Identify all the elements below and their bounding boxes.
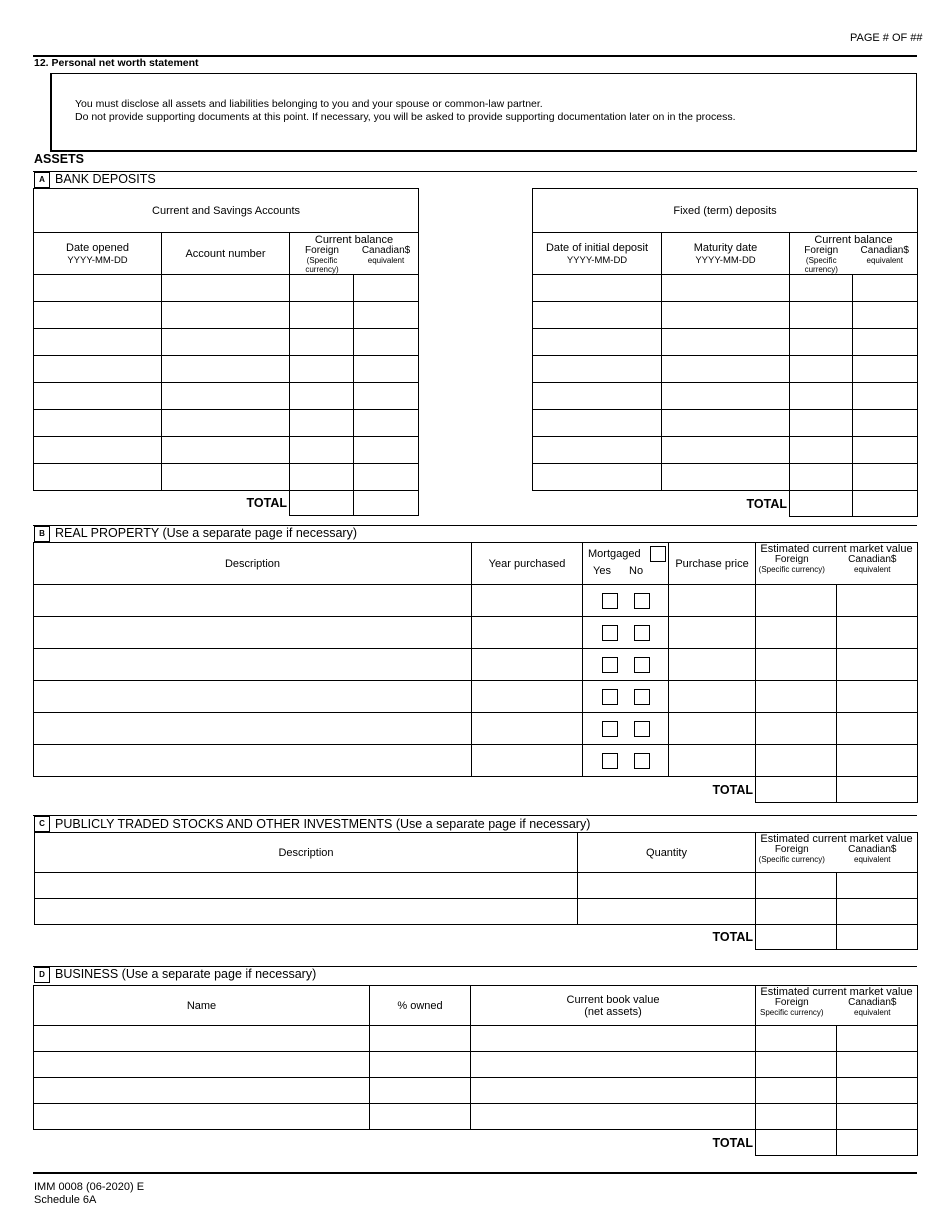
mortgaged-yes-checkbox[interactable] [602,689,618,705]
assets-heading: ASSETS [34,152,85,166]
foreign-cell[interactable] [290,437,354,464]
section-c-letter: C [34,816,50,832]
maturity-date-cell[interactable] [662,437,790,464]
col-current-balance [790,233,918,275]
foreign-cell[interactable] [790,275,853,302]
table-row [34,302,419,329]
cad-cell[interactable] [837,1078,918,1104]
col-foreign [756,555,828,574]
maturity-date-cell[interactable] [662,356,790,383]
current-savings-rows [34,275,419,516]
foreign-cell[interactable] [756,649,837,681]
col-market-value-label: Estimated current market value [760,833,913,845]
cad-cell[interactable] [837,745,918,777]
table-row [34,356,419,383]
table-row [35,899,918,925]
cad-cell[interactable] [354,437,419,464]
cad-cell[interactable] [853,329,918,356]
col-maturity-date [662,233,790,275]
total-foreign-cell[interactable] [756,1130,837,1156]
total-row [34,777,918,803]
total-label [34,1130,756,1156]
col-description: Description [35,833,578,873]
table-row [34,437,419,464]
section-a-title: BANK DEPOSITS [55,172,156,186]
name-cell[interactable] [34,1026,370,1052]
col-book-value [471,986,756,1026]
date-opened-cell[interactable] [34,302,162,329]
date-opened-cell[interactable] [34,383,162,410]
col-mortgaged-label: Mortgaged [588,548,641,560]
col-cad-label: Canadian$ [848,997,897,1008]
section-d-title: BUSINESS (Use a separate page if necessary) [55,967,317,981]
total-label [533,491,790,517]
table-row [34,410,419,437]
purchase-price-cell[interactable] [669,617,756,649]
table-row [533,329,918,356]
name-cell[interactable] [34,1104,370,1130]
table-row [34,681,918,713]
business-table [33,985,918,1156]
account-number-cell[interactable] [162,437,290,464]
col-cad [853,246,917,274]
col-book-value-sub: (net assets) [584,1005,642,1018]
section-a-rule [33,171,917,172]
real-property-table [33,542,918,803]
schedule-label: Schedule 6A [34,1194,97,1206]
table-row [34,464,419,491]
total-row [35,925,918,950]
total-row [34,1130,918,1156]
cad-cell[interactable] [853,356,918,383]
cad-cell[interactable] [853,437,918,464]
col-account-number: Account number [162,233,290,275]
maturity-date-cell[interactable] [662,329,790,356]
total-foreign-cell[interactable] [790,491,853,517]
total-label [35,925,756,950]
table-row [35,873,918,899]
form-id: IMM 0008 (06-2020) E [34,1181,145,1193]
col-percent-owned: % owned [370,986,471,1026]
col-foreign [290,246,354,274]
table-row [34,275,419,302]
maturity-date-cell[interactable] [662,275,790,302]
section-title: 12. Personal net worth statement [34,57,199,69]
total-label-text: TOTAL [246,496,287,511]
cad-cell[interactable] [354,464,419,491]
table-row [533,275,918,302]
mortgaged-no-checkbox[interactable] [634,625,650,641]
description-cell[interactable] [34,617,472,649]
maturity-date-cell[interactable] [662,302,790,329]
account-number-cell[interactable] [162,356,290,383]
col-foreign-label: Foreign [305,245,339,256]
foreign-cell[interactable] [756,745,837,777]
cad-cell[interactable] [354,383,419,410]
stocks-rows [35,873,918,950]
percent-owned-cell[interactable] [370,1104,471,1130]
maturity-date-cell[interactable] [662,383,790,410]
col-initial-deposit-label: Date of initial deposit [545,241,649,254]
cad-cell[interactable] [837,1026,918,1052]
foreign-cell[interactable] [756,713,837,745]
purchase-price-cell[interactable] [669,681,756,713]
total-cad-cell[interactable] [837,777,918,803]
total-label [34,777,756,803]
notice-box [50,73,917,152]
initial-deposit-cell[interactable] [533,329,662,356]
mortgaged-cell [583,681,669,713]
foreign-cell[interactable] [290,383,354,410]
foreign-cell[interactable] [790,464,853,491]
cad-cell[interactable] [837,873,918,899]
foreign-cell[interactable] [290,275,354,302]
col-foreign [756,998,828,1017]
table-row [34,383,419,410]
col-cad-label: Canadian$ [848,844,897,855]
col-market-value [756,833,918,873]
description-cell[interactable] [34,585,472,617]
initial-deposit-cell[interactable] [533,437,662,464]
purchase-price-cell[interactable] [669,649,756,681]
cad-cell[interactable] [354,329,419,356]
current-savings-heading: Current and Savings Accounts [34,189,419,233]
cad-cell[interactable] [837,899,918,925]
section-c-title: PUBLICLY TRADED STOCKS AND OTHER INVESTMENTS (Use a separate page if necessary) [55,817,591,831]
col-foreign-sub: Specific currency) [759,1008,824,1017]
col-date-opened-label: Date opened [66,241,129,254]
mortgaged-yes-checkbox[interactable] [602,657,618,673]
total-label-text: TOTAL [712,782,753,797]
col-cad-label: Canadian$ [361,245,411,256]
table-row [533,356,918,383]
col-foreign-label: Foreign [774,844,809,855]
foreign-cell[interactable] [290,302,354,329]
account-number-cell[interactable] [162,383,290,410]
col-description: Description [34,543,472,585]
year-purchased-cell[interactable] [472,617,583,649]
description-cell[interactable] [34,681,472,713]
col-foreign [790,246,853,274]
table-row [34,329,419,356]
initial-deposit-cell[interactable] [533,302,662,329]
total-foreign-cell[interactable] [756,777,837,803]
foreign-cell[interactable] [756,1078,837,1104]
foreign-cell[interactable] [756,585,837,617]
percent-owned-cell[interactable] [370,1078,471,1104]
foreign-cell[interactable] [790,329,853,356]
account-number-cell[interactable] [162,275,290,302]
cad-cell[interactable] [837,681,918,713]
foreign-cell[interactable] [290,356,354,383]
foreign-cell[interactable] [290,464,354,491]
table-row [533,302,918,329]
col-foreign-sub: (Specific currency) [804,256,838,274]
mortgaged-no-checkbox[interactable] [634,657,650,673]
col-year-purchased: Year purchased [472,543,583,585]
col-purchase-price: Purchase price [669,543,756,585]
col-market-value-label: Estimated current market value [760,986,913,998]
table-row [34,1052,918,1078]
col-cad [828,845,917,864]
account-number-cell[interactable] [162,464,290,491]
col-mortgaged [583,543,669,585]
col-no-label: No [629,565,644,577]
cad-cell[interactable] [837,1104,918,1130]
initial-deposit-cell[interactable] [533,464,662,491]
cad-cell[interactable] [354,410,419,437]
col-current-balance-label: Current balance [814,234,893,246]
col-foreign-sub: (Specific currency) [305,256,339,274]
col-cad [828,998,917,1017]
col-name: Name [34,986,370,1026]
cad-cell[interactable] [837,617,918,649]
total-foreign-cell[interactable] [290,491,354,516]
year-purchased-cell[interactable] [472,713,583,745]
mortgaged-header-checkbox[interactable] [650,546,666,562]
description-cell[interactable] [34,713,472,745]
quantity-cell[interactable] [578,873,756,899]
table-row [34,713,918,745]
description-cell[interactable] [34,745,472,777]
mortgaged-yes-checkbox[interactable] [602,721,618,737]
account-number-cell[interactable] [162,410,290,437]
cad-cell[interactable] [853,383,918,410]
percent-owned-cell[interactable] [370,1052,471,1078]
section-c-rule [33,815,917,816]
col-date-opened [34,233,162,275]
name-cell[interactable] [34,1078,370,1104]
account-number-cell[interactable] [162,302,290,329]
date-opened-cell[interactable] [34,464,162,491]
total-row [533,491,918,517]
initial-deposit-cell[interactable] [533,410,662,437]
book-value-cell[interactable] [471,1078,756,1104]
initial-deposit-cell[interactable] [533,356,662,383]
page-number-label: PAGE # OF ## [850,32,923,44]
total-cad-cell[interactable] [837,925,918,950]
foreign-cell[interactable] [290,329,354,356]
col-cad-label: Canadian$ [848,554,897,565]
cad-cell[interactable] [853,302,918,329]
mortgaged-cell [583,713,669,745]
col-date-opened-format: YYYY-MM-DD [67,254,128,266]
date-opened-cell[interactable] [34,329,162,356]
section-a-letter: A [34,172,50,188]
foreign-cell[interactable] [790,302,853,329]
col-initial-deposit-format: YYYY-MM-DD [566,254,628,266]
mortgaged-no-checkbox[interactable] [634,753,650,769]
section-d-letter: D [34,967,50,983]
stocks-table [34,832,918,950]
year-purchased-cell[interactable] [472,681,583,713]
footer-rule [33,1172,917,1174]
mortgaged-no-checkbox[interactable] [634,689,650,705]
mortgaged-cell [583,649,669,681]
book-value-cell[interactable] [471,1052,756,1078]
table-row [34,745,918,777]
foreign-cell[interactable] [756,617,837,649]
notice-line-1: You must disclose all assets and liabilities belonging to you and your spouse or common-law partner. [75,98,543,110]
real-property-rows [34,585,918,803]
col-cad-sub: equivalent [854,1008,891,1017]
col-cad-sub: equivalent [367,256,405,265]
table-row [34,1078,918,1104]
description-cell[interactable] [35,899,578,925]
book-value-cell[interactable] [471,1104,756,1130]
date-opened-cell[interactable] [34,356,162,383]
account-number-cell[interactable] [162,329,290,356]
table-row [533,464,918,491]
table-row [533,437,918,464]
cad-cell[interactable] [837,1052,918,1078]
col-cad [828,555,917,574]
table-row [34,649,918,681]
mortgaged-yes-checkbox[interactable] [602,625,618,641]
purchase-price-cell[interactable] [669,585,756,617]
cad-cell[interactable] [853,410,918,437]
foreign-cell[interactable] [790,383,853,410]
col-market-value-label: Estimated current market value [760,543,913,555]
foreign-cell[interactable] [756,899,837,925]
col-book-value-label: Current book value [566,993,660,1006]
total-label-text: TOTAL [712,930,753,945]
cad-cell[interactable] [853,464,918,491]
table-row [34,1026,918,1052]
cad-cell[interactable] [853,275,918,302]
table-row [533,410,918,437]
col-foreign-label: Foreign [774,997,809,1008]
maturity-date-cell[interactable] [662,464,790,491]
initial-deposit-cell[interactable] [533,275,662,302]
col-maturity-label: Maturity date [693,241,758,254]
cad-cell[interactable] [354,356,419,383]
maturity-date-cell[interactable] [662,410,790,437]
col-maturity-format: YYYY-MM-DD [695,254,756,266]
description-cell[interactable] [34,649,472,681]
mortgaged-cell [583,617,669,649]
foreign-cell[interactable] [790,356,853,383]
foreign-cell[interactable] [756,681,837,713]
mortgaged-yes-checkbox[interactable] [602,753,618,769]
business-rows [34,1026,918,1156]
col-cad-sub: equivalent [854,565,891,574]
initial-deposit-cell[interactable] [533,383,662,410]
foreign-cell[interactable] [756,1052,837,1078]
section-b-letter: B [34,526,50,542]
col-market-value [756,986,918,1026]
total-row [34,491,419,516]
col-cad-sub: equivalent [866,256,903,265]
year-purchased-cell[interactable] [472,745,583,777]
purchase-price-cell[interactable] [669,745,756,777]
foreign-cell[interactable] [756,1026,837,1052]
foreign-cell[interactable] [756,873,837,899]
table-row [533,383,918,410]
table-row [34,617,918,649]
col-current-balance-label: Current balance [314,234,394,246]
col-cad-label: Canadian$ [860,245,909,256]
current-savings-table [33,188,419,516]
foreign-cell[interactable] [290,410,354,437]
cad-cell[interactable] [837,713,918,745]
foreign-cell[interactable] [790,410,853,437]
table-row [34,1104,918,1130]
fixed-deposits-rows [533,275,918,517]
notice-line-2: Do not provide supporting documents at this point. If necessary, you will be asked to provide supporting documentation later on in the process. [75,111,736,123]
col-initial-deposit [533,233,662,275]
total-cad-cell[interactable] [354,491,419,516]
col-current-balance [290,233,419,275]
col-cad-sub: equivalent [854,855,891,864]
col-foreign-label: Foreign [804,245,839,256]
foreign-cell[interactable] [756,1104,837,1130]
col-foreign-sub: (Specific currency) [758,855,825,864]
col-foreign-sub: (Specific currency) [758,565,825,574]
quantity-cell[interactable] [578,899,756,925]
year-purchased-cell[interactable] [472,585,583,617]
cad-cell[interactable] [354,302,419,329]
name-cell[interactable] [34,1052,370,1078]
total-label-text: TOTAL [746,496,787,511]
col-cad [354,246,418,274]
mortgaged-cell [583,745,669,777]
section-b-title: REAL PROPERTY (Use a separate page if necessary) [55,526,357,540]
total-cad-cell[interactable] [837,1130,918,1156]
table-row [34,585,918,617]
date-opened-cell[interactable] [34,275,162,302]
percent-owned-cell[interactable] [370,1026,471,1052]
cad-cell[interactable] [837,585,918,617]
date-opened-cell[interactable] [34,437,162,464]
total-label-text: TOTAL [712,1135,753,1150]
mortgaged-no-checkbox[interactable] [634,721,650,737]
book-value-cell[interactable] [471,1026,756,1052]
col-yes-label: Yes [593,565,611,577]
mortgaged-no-checkbox[interactable] [634,593,650,609]
fixed-deposits-heading: Fixed (term) deposits [533,189,918,233]
year-purchased-cell[interactable] [472,649,583,681]
cad-cell[interactable] [837,649,918,681]
col-foreign [756,845,828,864]
col-foreign-label: Foreign [774,554,809,565]
total-foreign-cell[interactable] [756,925,837,950]
foreign-cell[interactable] [790,437,853,464]
fixed-deposits-table [532,188,918,517]
mortgaged-yes-checkbox[interactable] [602,593,618,609]
purchase-price-cell[interactable] [669,713,756,745]
col-quantity: Quantity [578,833,756,873]
total-cad-cell[interactable] [853,491,918,517]
total-label [34,491,290,516]
description-cell[interactable] [35,873,578,899]
date-opened-cell[interactable] [34,410,162,437]
col-market-value [756,543,918,585]
cad-cell[interactable] [354,275,419,302]
mortgaged-cell [583,585,669,617]
